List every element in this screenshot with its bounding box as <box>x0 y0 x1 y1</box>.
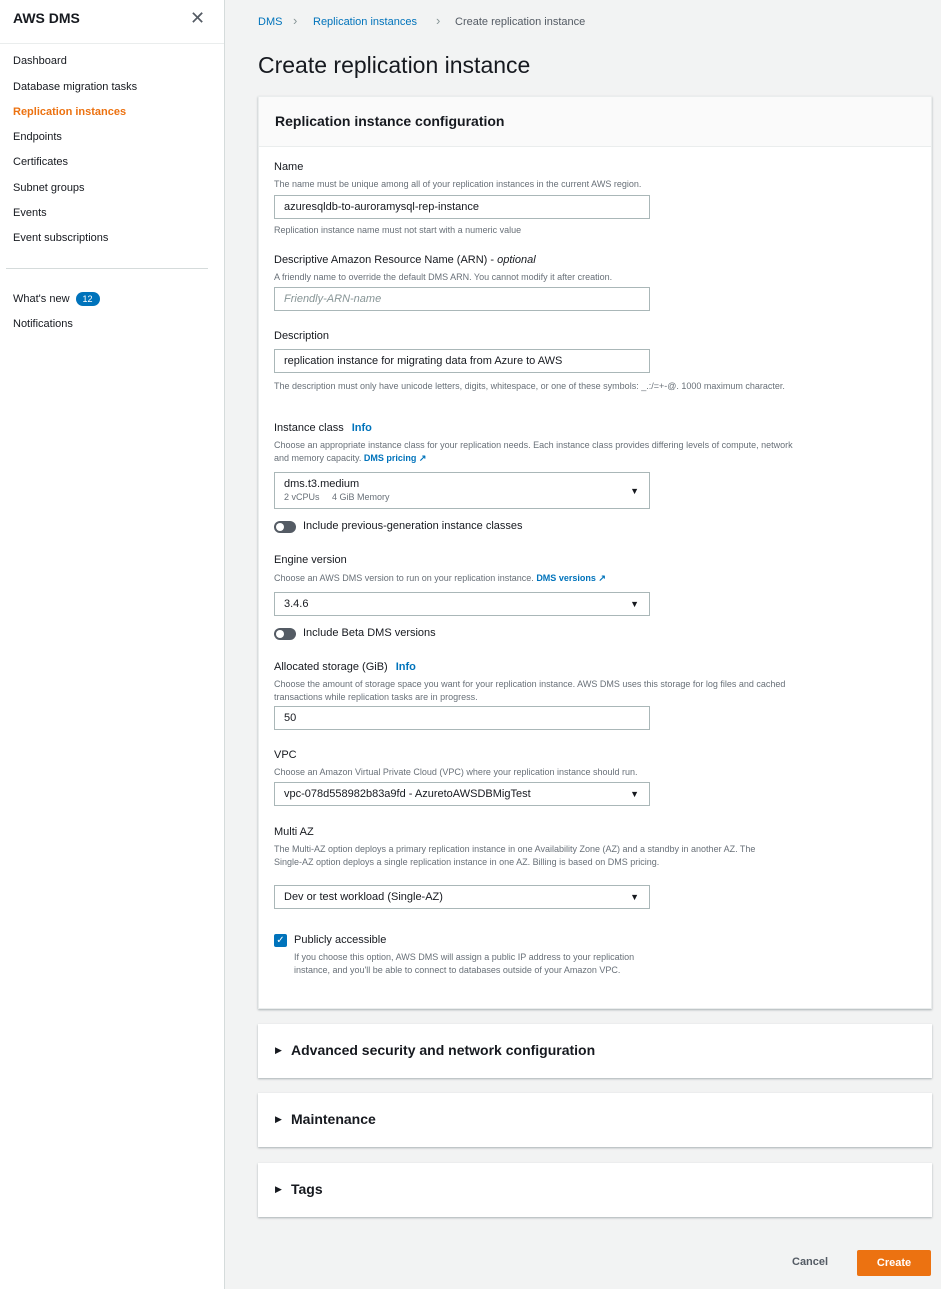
storage-label-text: Allocated storage (GiB) <box>274 661 388 673</box>
section-advanced-security[interactable] <box>258 1024 932 1078</box>
caret-down-icon: ▼ <box>630 485 639 496</box>
sidebar-item-events[interactable]: Events <box>13 207 47 219</box>
cancel-button[interactable]: Cancel <box>792 1256 829 1268</box>
memory: 4 GiB Memory <box>332 492 390 502</box>
whats-new-label: What's new <box>13 292 70 305</box>
panel-header <box>259 97 931 147</box>
sidebar-item-replication-instances[interactable]: Replication instances <box>13 106 127 118</box>
breadcrumb-replication-instances[interactable] <box>313 16 417 28</box>
caret-right-icon: ▶ <box>275 1045 282 1055</box>
previous-generation-label: Include previous-generation instance classes <box>303 520 523 532</box>
section-maintenance[interactable] <box>258 1093 932 1147</box>
multi-az-value: Dev or test workload (Single-AZ) <box>284 891 443 903</box>
breadcrumb-link[interactable]: DMS <box>258 16 283 28</box>
divider <box>6 268 208 269</box>
instance-class-value: dms.t3.medium <box>284 478 360 490</box>
multi-az-help: The Multi-AZ option deploys a primary replication instance in one Availability Zone (AZ) and a standby in another AZ. The Single-AZ option deploys a single replication instance in one AZ. Billing is based on DMS pricing. <box>274 844 756 867</box>
section-tags[interactable] <box>258 1163 932 1217</box>
instance-class-label-text: Instance class <box>274 422 344 434</box>
breadcrumb-current: Create replication instance <box>455 16 586 28</box>
caret-right-icon: ▶ <box>275 1114 282 1124</box>
publicly-accessible-checkbox[interactable]: ✓ <box>274 934 287 947</box>
instance-class-specs <box>284 492 640 502</box>
name-hint: Replication instance name must not start with a numeric value <box>274 225 522 235</box>
vpc-help: Choose an Amazon Virtual Private Cloud (VPC) where your replication instance should run. <box>274 767 638 777</box>
help-text: Choose an AWS DMS version to run on your replication instance. <box>274 573 534 583</box>
storage-label <box>274 661 416 673</box>
caret-right-icon: ▶ <box>275 1184 282 1194</box>
engine-version-label: Engine version <box>274 554 347 566</box>
sidebar-item-endpoints[interactable]: Endpoints <box>13 131 62 143</box>
section-title: Tags <box>291 1181 323 1197</box>
section-title: Maintenance <box>291 1111 376 1127</box>
publicly-accessible-label: Publicly accessible <box>294 934 387 946</box>
storage-help: Choose the amount of storage space you want for your replication instance. AWS DMS uses this storage for log files and cached transactions while replication tasks are in progress. <box>274 679 786 702</box>
sidebar-item-certificates[interactable]: Certificates <box>13 156 69 168</box>
beta-versions-toggle[interactable] <box>274 628 296 640</box>
multi-az-label: Multi AZ <box>274 826 314 838</box>
sidebar-title: AWS DMS <box>13 10 80 26</box>
help-text: Choose an appropriate instance class for your replication needs. Each instance class provides differing levels of compute, network and memory capacity. <box>274 440 793 463</box>
breadcrumb-link[interactable]: Replication instances <box>313 16 417 28</box>
description-label: Description <box>274 330 330 342</box>
sidebar-item-tasks[interactable]: Database migration tasks <box>13 81 138 93</box>
info-link[interactable]: Info <box>395 661 416 673</box>
dms-pricing-link[interactable] <box>364 453 427 463</box>
caret-down-icon: ▼ <box>630 892 639 902</box>
sidebar-item-whats-new[interactable] <box>13 292 100 306</box>
instance-class-help <box>274 439 794 464</box>
engine-version-select[interactable] <box>274 592 650 616</box>
vpc-select[interactable] <box>274 782 650 806</box>
info-link[interactable]: Info <box>351 422 372 434</box>
section-title: Advanced security and network configuration <box>291 1042 596 1058</box>
beta-versions-label: Include Beta DMS versions <box>303 627 436 639</box>
dms-versions-link[interactable] <box>536 573 606 583</box>
external-link-icon: ↗ <box>598 573 606 583</box>
sidebar <box>0 0 225 1289</box>
panel-title: Replication instance configuration <box>275 113 505 129</box>
storage-input[interactable]: 50 <box>274 706 650 730</box>
arn-help: A friendly name to override the default DMS ARN. You cannot modify it after creation. <box>274 272 613 282</box>
instance-class-label <box>274 422 372 434</box>
close-icon[interactable]: ✕ <box>190 8 206 28</box>
arn-input[interactable] <box>274 287 650 311</box>
engine-help <box>274 572 794 585</box>
instance-class-select[interactable] <box>274 472 650 509</box>
sidebar-item-notifications[interactable]: Notifications <box>13 318 73 330</box>
name-help: The name must be unique among all of your replication instances in the current AWS region. <box>274 179 642 189</box>
name-input[interactable]: azuresqldb-to-auroramysql-rep-instance <box>274 195 650 219</box>
previous-generation-toggle[interactable] <box>274 521 296 533</box>
sidebar-item-dashboard[interactable]: Dashboard <box>13 55 67 67</box>
description-help: The description must only have unicode letters, digits, whitespace, or one of these symbols: _.:/=+-@. 1000 maximum character. <box>274 381 785 391</box>
arn-label <box>274 254 536 266</box>
breadcrumb-dms[interactable] <box>258 16 282 28</box>
caret-down-icon: ▼ <box>630 599 639 609</box>
arn-placeholder: Friendly-ARN-name <box>284 293 382 305</box>
link-text[interactable]: DMS pricing <box>363 452 417 463</box>
whats-new-badge: 12 <box>76 292 100 306</box>
create-button[interactable]: Create <box>857 1250 931 1276</box>
chevron-right-icon: › <box>293 13 298 28</box>
description-input[interactable]: replication instance for migrating data from Azure to AWS <box>274 349 650 373</box>
link-text[interactable]: DMS versions <box>536 573 596 583</box>
name-label: Name <box>274 161 304 173</box>
publicly-accessible-help: If you choose this option, AWS DMS will assign a public IP address to your replication instance, and you'll be able to connect to databases outside of your Amazon VPC. <box>294 952 635 975</box>
sidebar-item-event-subscriptions[interactable]: Event subscriptions <box>13 232 109 244</box>
vpc-label: VPC <box>274 749 297 761</box>
divider <box>0 43 224 44</box>
external-link-icon: ↗ <box>418 452 427 463</box>
caret-down-icon: ▼ <box>630 789 639 799</box>
sidebar-item-subnet-groups[interactable]: Subnet groups <box>13 182 85 194</box>
chevron-right-icon: › <box>436 13 441 28</box>
arn-label-text: Descriptive Amazon Resource Name (ARN) - <box>274 254 498 266</box>
vcpus: 2 vCPUs <box>284 492 320 502</box>
vpc-value: vpc-078d558982b83a9fd - AzuretoAWSDBMigTest <box>284 788 531 800</box>
page-title: Create replication instance <box>258 52 531 78</box>
engine-version-value: 3.4.6 <box>284 598 309 610</box>
optional-tag: optional <box>497 254 536 266</box>
multi-az-select[interactable] <box>274 885 650 909</box>
